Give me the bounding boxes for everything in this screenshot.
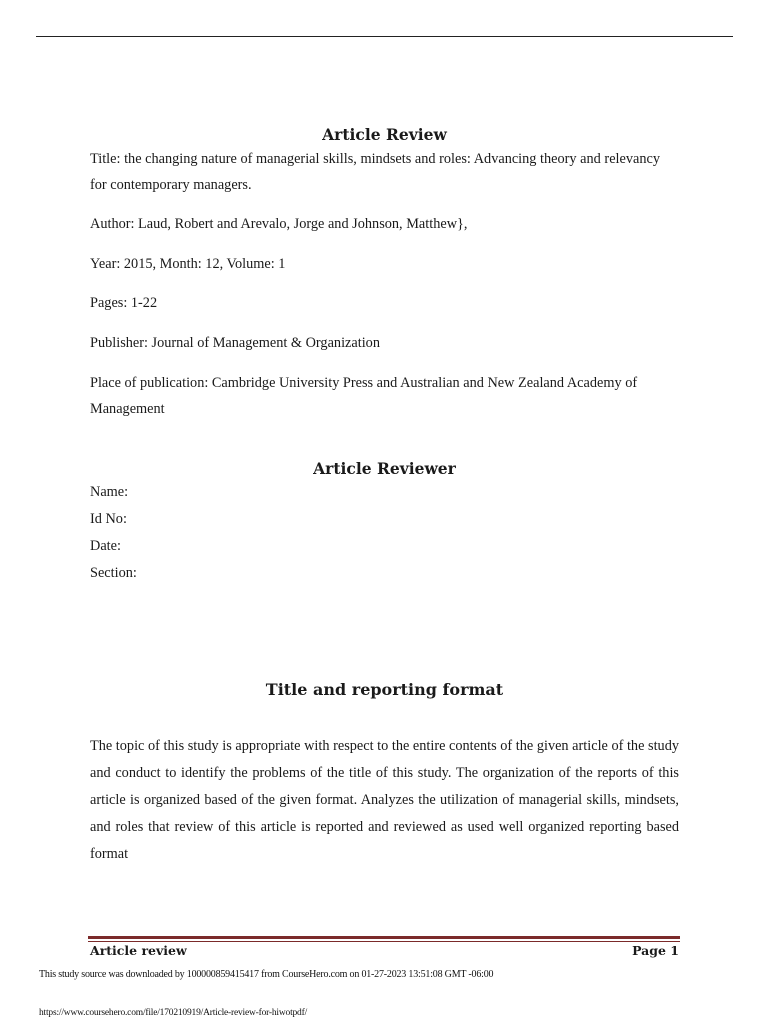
footer-page-number: Page 1 xyxy=(632,943,679,958)
source-url-link[interactable]: https://www.coursehero.com/file/170210919/Article-review-for-hiwotpdf/ xyxy=(39,1008,308,1018)
reporting-format-paragraph: The topic of this study is appropriate with respect to the entire contents of the given article of the study and conduct to identify the problems of the title of this study. The organization of the reports of this article is organized based of the given format. Analyzes the utilization of managerial skills, mindsets, and roles that review of this article is reported and reviewed as used well organized reporting based format xyxy=(90,738,679,862)
author-line: Author: Laud, Robert and Arevalo, Jorge and Johnson, Matthew}, xyxy=(90,216,468,232)
title-and-reporting-format-heading: Title and reporting format xyxy=(265,680,504,699)
reviewer-date-label: Date: xyxy=(90,538,121,554)
footer-document-label: Article review xyxy=(90,943,187,958)
place-of-publication-line: Place of publication: Cambridge University Press and Australian and New Zealand Academy of Management xyxy=(90,375,638,417)
year-line: Year: 2015, Month: 12, Volume: 1 xyxy=(90,256,286,272)
reviewer-name-label: Name: xyxy=(90,484,129,500)
footer-rule-thin xyxy=(88,941,680,942)
reviewer-section-label: Section: xyxy=(90,565,137,581)
top-divider xyxy=(36,36,733,37)
download-source-note: This study source was downloaded by 100000859415417 from CourseHero.com on 01-27-2023 13:51:08 GMT -06:00 xyxy=(39,969,494,980)
reviewer-id-label: Id No: xyxy=(90,511,127,527)
title-line: Title: the changing nature of managerial skills, mindsets and roles: Advancing theory and relevancy for contemporary managers. xyxy=(90,151,660,193)
pages-line: Pages: 1-22 xyxy=(90,295,158,311)
article-reviewer-heading: Article Reviewer xyxy=(313,459,456,478)
publisher-line: Publisher: Journal of Management & Organization xyxy=(90,335,380,351)
article-review-heading: Article Review xyxy=(322,125,447,144)
footer-rule-thick xyxy=(88,936,680,939)
